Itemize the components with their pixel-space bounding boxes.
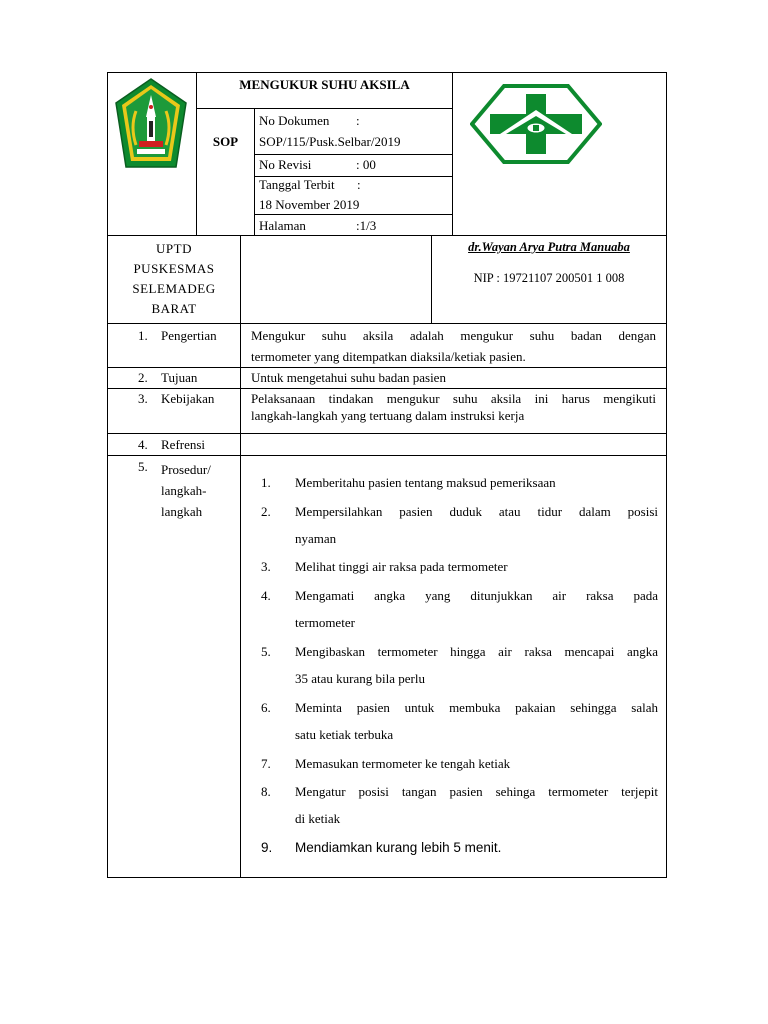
- document-title: MENGUKUR SUHU AKSILA: [239, 77, 410, 92]
- org-line-1: UPTD: [156, 241, 192, 256]
- step-text-continued: satu ketiak terbuka: [295, 727, 394, 742]
- signer-name: dr.Wayan Arya Putra Manuaba: [468, 240, 630, 254]
- step-number: 2.: [261, 504, 271, 519]
- step-text: Mengatur posisi tangan pasien sehinga termometer terjepit: [295, 784, 658, 799]
- step-number: 1.: [261, 475, 271, 490]
- section-1-number: 1.: [138, 328, 148, 343]
- step-number: 7.: [261, 756, 271, 771]
- page-label: Halaman: [259, 218, 306, 233]
- section-5-label-line-2: langkah-: [161, 483, 207, 498]
- section-3-label: Kebijakan: [161, 391, 215, 406]
- signer-nip: NIP : 19721107 200501 1 008: [473, 271, 625, 285]
- sop-label: SOP: [212, 134, 239, 149]
- doc-number-label: No Dokumen: [259, 113, 330, 128]
- step-number: 3.: [261, 559, 271, 574]
- org-line-3: SELEMADEG: [132, 281, 216, 296]
- section-1-content-line-1: Mengukur suhu aksila adalah mengukur suhu badan dengan: [251, 328, 656, 343]
- step-number: 9.: [261, 840, 273, 855]
- step-text-continued: di ketiak: [295, 811, 341, 826]
- section-2-number: 2.: [138, 370, 148, 385]
- organization-name: [108, 239, 240, 319]
- step-text: Memberitahu pasien tentang maksud pemeriksaan: [295, 475, 556, 490]
- section-1-content-line-2: termometer yang ditempatkan diaksila/ketiak pasien.: [251, 349, 526, 364]
- revision-label: No Revisi: [259, 157, 312, 172]
- step-number: 8.: [261, 784, 271, 799]
- step-number: 4.: [261, 588, 271, 603]
- regency-emblem-icon: [114, 77, 188, 169]
- step-text-continued: termometer: [295, 615, 355, 630]
- puskesmas-cross-icon: [470, 84, 602, 164]
- section-5-label-line-1: Prosedur/: [161, 462, 211, 477]
- section-5-label-line-3: langkah: [161, 504, 203, 519]
- doc-number-colon: :: [356, 113, 360, 128]
- step-text: Memasukan termometer ke tengah ketiak: [295, 756, 511, 771]
- section-2-content: Untuk mengetahui suhu badan pasien: [251, 370, 446, 385]
- section-3-content-line-2: langkah-langkah yang tertuang dalam instruksi kerja: [251, 408, 525, 423]
- section-4-label: Refrensi: [161, 437, 206, 452]
- step-text: Mengibaskan termometer hingga air raksa mencapai angka: [295, 644, 658, 659]
- step-number: 5.: [261, 644, 271, 659]
- step-text-continued: 35 atau kurang bila perlu: [295, 671, 425, 686]
- step-number: 6.: [261, 700, 271, 715]
- section-4-number: 4.: [138, 437, 148, 452]
- org-line-2: PUSKESMAS: [133, 261, 215, 276]
- section-3-content-line-1: Pelaksanaan tindakan mengukur suhu aksila ini harus mengikuti: [251, 391, 656, 406]
- step-text-continued: nyaman: [295, 531, 337, 546]
- issue-date-label: Tanggal Terbit: [259, 177, 335, 192]
- doc-number-value: SOP/115/Pusk.Selbar/2019: [259, 134, 401, 149]
- step-text: Meminta pasien untuk membuka pakaian sehingga salah: [295, 700, 658, 715]
- section-2-label: Tujuan: [161, 370, 198, 385]
- step-text: Melihat tinggi air raksa pada termometer: [295, 559, 508, 574]
- page-value: :1/3: [356, 218, 377, 233]
- revision-value: : 00: [356, 157, 376, 172]
- section-1-label: Pengertian: [161, 328, 217, 343]
- section-5-number: 5.: [138, 459, 148, 474]
- section-5-label: [161, 459, 211, 522]
- step-text: Mengamati angka yang ditunjukkan air raksa pada: [295, 588, 658, 603]
- issue-date-colon: :: [357, 177, 361, 192]
- issue-date-value: 18 November 2019: [259, 197, 360, 212]
- step-text: Mendiamkan kurang lebih 5 menit.: [295, 840, 502, 855]
- org-line-4: BARAT: [151, 301, 197, 316]
- section-3-number: 3.: [138, 391, 148, 406]
- step-text: Mempersilahkan pasien duduk atau tidur dalam posisi: [295, 504, 658, 519]
